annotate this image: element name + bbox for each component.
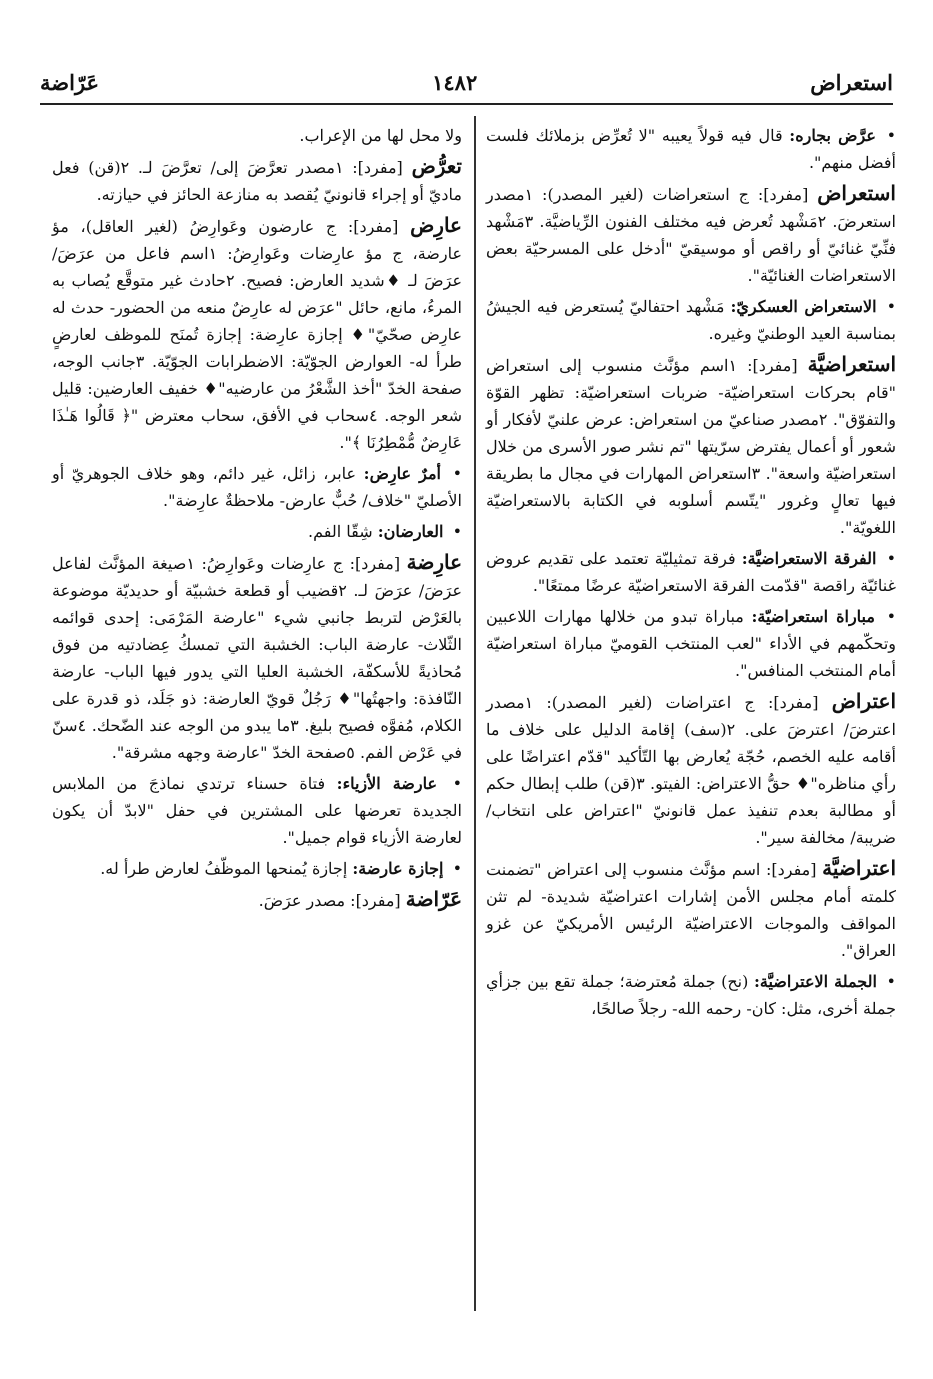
dictionary-entry: [486, 351, 896, 541]
sub-entry: [486, 122, 896, 176]
entry-head: عارِضة: [406, 550, 463, 574]
entry-head: تعرُّض: [411, 154, 462, 178]
entry-text: [مفرد]: ١مصدر تعرَّضَ إلى/ تعرَّضَ لـ. ٢(قن) فعل ماديّ أو إجراء قانونيّ يُقصد به منازعة الحائز في حيازته.: [52, 158, 462, 204]
dictionary-entry: [52, 212, 462, 456]
sub-entry-head: الاستعراض العسكريّ:: [730, 297, 877, 316]
entry-text: [مفرد]: اسم مؤنَّث منسوب إلى اعتراض "تضمنت كلمته أمام مجلس الأمن إشارات اعتراضيّة شديدة- لم تثن المواقف والموجات الاعتراضيّة الرئيس الأمريكيّ عن غزو العراق".: [486, 860, 896, 960]
entry-head: عَرّاضة: [405, 887, 462, 911]
bullet-icon: •: [452, 464, 462, 483]
sub-entry-text: عابر، زائل، غير دائم، وهو خلاف الجوهريّ أو الأصليّ "خلاف/ حُبٌّ عارض- ملاحظةٌ عارِضة".: [52, 464, 462, 510]
dictionary-entry: [52, 886, 462, 914]
sub-entry-text: مباراة تبدو من خلالها مهارات اللاعبين وتحكّمهم في الأداء "لعب المنتخب القوميّ مباراة استعراضيّة أمام المنتخب المنافس".: [486, 607, 896, 680]
left-column: [52, 122, 462, 918]
dictionary-entry: [52, 153, 462, 208]
sub-entry-head: عرَّض بجاره:: [789, 126, 876, 145]
sub-entry-head: مباراة استعراضيّة:: [751, 607, 875, 626]
bullet-icon: •: [886, 297, 896, 316]
sub-entry-head: العارضان:: [377, 522, 444, 541]
entry-head: اعتراض: [831, 689, 896, 713]
dictionary-entry: [486, 688, 896, 851]
sub-entry: [52, 460, 462, 514]
sub-entry-head: الفرقة الاستعراضيَّة:: [741, 549, 877, 568]
sub-entry-text: ولا محل لها من الإعراب.: [299, 126, 462, 145]
bullet-icon: •: [886, 126, 897, 145]
sub-entry-text: فتاة حسناء ترتدي نماذجَ من الملابس الجديدة تعرضها على المشترين في حفل "لابدّ أن يكون لعارضة الأزياء قوام جميل".: [52, 774, 462, 847]
header-rule: [40, 103, 893, 105]
header-right-word: استعراض: [810, 69, 893, 95]
sub-entry-text: شِقّا الفم.: [308, 522, 373, 541]
sub-entry-head: إجازة عارضة:: [352, 859, 444, 878]
entry-head: اعتراضيَّة: [822, 856, 896, 880]
bullet-icon: •: [452, 522, 462, 541]
dictionary-entry: [486, 855, 896, 964]
sub-entry: [486, 545, 896, 599]
column-divider: [474, 116, 476, 1311]
sub-entry-text: قال فيه قولاً يعيبه "لا تُعرِّض بزملائك فلست أفضل منهم".: [486, 126, 896, 172]
entry-text: [مفرد]: مصدر عرَضَ.: [258, 891, 401, 910]
sub-entry-text: فرقة تمثيليّة تعتمد على تقديم عروض غنائيّة راقصة "قدّمت الفرقة الاستعراضيّة عرضًا ممتعًا".: [486, 549, 896, 595]
dictionary-entry: [486, 180, 896, 289]
bullet-icon: •: [886, 972, 896, 991]
bullet-icon: •: [452, 774, 463, 793]
entry-text: [مفرد]: ج عارِضات وعَوارِضُ: ١صيغة المؤنَّث لفاعل عرَضَ/ عرَضَ لـ. ٢قضيب أو قطعة خشبيّة أو حديديّة موضوعة بالعَرْض لتربط جانبي شيء "عارضة المَرْمَى: إحدى قوائمه الثّلاث- عارضة الباب: الخشبة التي تمسكُ عِضادتيه من فوق مُحاذيةً للأسكفّة، الخشبة العليا التي يدور فيها الباب- عارضة النّافذة: واجهتُها"♦ رَجُلٌ قويّ العارضة: ذو جَلَد، ذو قدرة على الكلام، مُفوَّه فصيح بليغ. ٣ما يبدو من الوجه عند الضّحك. ٤سنّ في عَرْض الفم. ٥صفحة الخدّ "عارضة وجهه مشرقة".: [52, 554, 463, 762]
entry-text: [مفرد]: ج استعراضات (لغير المصدر): ١مصدر استعرضَ. ٢مَشْهد تُعرض فيه مختلف الفنون الرِّياضيَّة. ٣مَشْهد فنِّيّ غنائيّ أو راقص أو موسيقيّ "أدخل على المسرحيّة بعض الاستعراضات الغنائيّة".: [486, 185, 896, 285]
page-number: ١٤٨٢: [432, 69, 478, 95]
sub-entry: [486, 293, 896, 347]
sub-entry-head: عارضة الأزياء:: [336, 774, 438, 793]
header-left-word: عَرّاضة: [40, 69, 100, 95]
sub-entry: [486, 968, 896, 1022]
sub-entry: [486, 603, 896, 684]
sub-entry: [52, 770, 462, 851]
sub-entry-text: مَشْهد احتفاليّ يُستعرض فيه الجيشُ بمناسبة العيد الوطنيّ وغيره.: [486, 297, 896, 343]
sub-entry-text: إجازة يُمنحها الموظّفُ لعارض طرأ له.: [100, 859, 348, 878]
sub-entry: [52, 518, 462, 545]
sub-entry: [52, 855, 462, 882]
entry-text: [مفرد]: ج اعتراضات (لغير المصدر): ١مصدر اعترضَ/ اعترضَ على. ٢(سف) إقامة الدليل على خلاف ما أقامه عليه الخصم، حُجّة يُعارض بها التّأكيد "قدّم اعتراضًا على رأي مناظره"♦ حقُّ الاعتراض: الفيتو. ٣(قن) طلب إبطال حكم أو مطالبة بعدم تنفيذ عمل قانونيّ "اعتراض على انتخاب/ ضريبة/ مخالفة سير".: [486, 693, 896, 847]
page-header: [40, 62, 893, 102]
entry-head: استعراضيَّة: [807, 352, 897, 376]
sub-entry-head: الجملة الاعتراضيَّة:: [753, 972, 877, 991]
entry-head: استعراض: [817, 181, 896, 205]
entry-text: [مفرد]: ج عارضون وعَوارِضُ (لغير العاقل)، مؤ عارضة، ج مؤ عارِضات وعَوارِضُ: ١اسم فاعل من عرَضَ/ عرَضَ لـ ♦شديد العارض: فصيح. ٢حادث غير متوقَّع يُصاب به المرءُ، مانع، حائل "عرَض له عارِضٌ منعه من الحضور- حدث له عارِض صحّيّ"♦ إجازة عارِضة: إجازة تُمنَح للموظف لعارضٍ طرأ له- العوارض الجوّيّة: الاضطرابات الجوّيّة. ٣جانب الوجه، صفحة الخدّ "أخذ الشَّعْرُ من عارضيه"♦ خفيف العارضين: قليل شعر الوجه. ٤سحاب في الأفق، سحاب معترض "﴿ قَالُوا هَـٰذَا عَارِضٌ مُّمْطِرُنَا ﴾".: [52, 217, 463, 452]
bullet-icon: •: [886, 607, 896, 626]
bullet-icon: •: [452, 859, 462, 878]
entry-head: عارِض: [410, 213, 462, 237]
continuation-text: [52, 122, 462, 149]
bullet-icon: •: [886, 549, 896, 568]
entry-text: [مفرد]: ١اسم مؤنَّث منسوب إلى استعراض "قام بحركات استعراضيّة- ضربات استعراضيّة: تظهر القوّة والتفوّق". ٢مصدر صناعيّ من استعراض: عرض علنيّ لأفكار أو شعور أو أعمال يفترض سرّيتها "تم نشر صور الأسرى من خلال استعراضيّة واسعة". ٣استعراض المهارات في مجال ما بطريقة فيها تعالٍ وغرور "يتّسم أسلوبه في الكتابة بالاستعراضيّة اللغويّة".: [486, 356, 897, 537]
sub-entry-text: (نح) جملة مُعترضة؛ جملة تقع بين جزأي جملة أخرى، مثل: كان- رحمه الله- رجلاً صالحًا،: [486, 972, 896, 1018]
sub-entry-head: أمرٌ عارِض:: [363, 464, 441, 483]
dictionary-entry: [52, 549, 462, 766]
right-column: [486, 122, 896, 1026]
